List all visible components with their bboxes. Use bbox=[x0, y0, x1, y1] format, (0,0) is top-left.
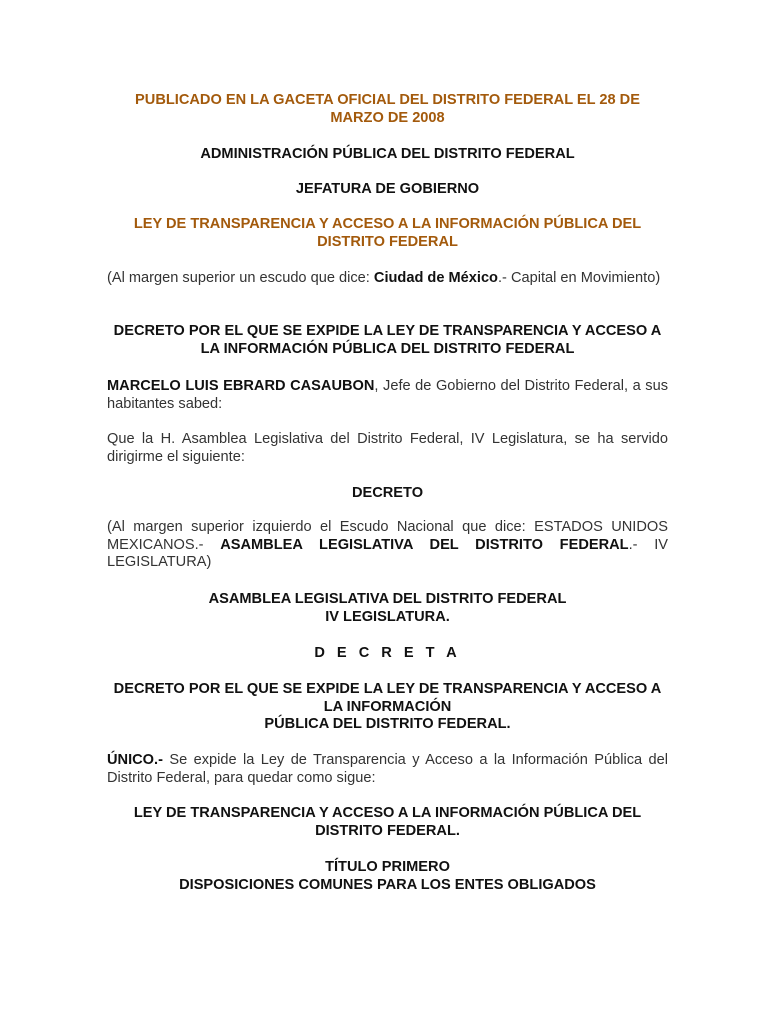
signatory-paragraph bbox=[107, 378, 668, 413]
title-section bbox=[107, 859, 668, 894]
assembly-paragraph: Que la H. Asamblea Legislativa del Distrito Federal, IV Legislatura, se ha servido dirigirme el siguiente: bbox=[107, 431, 668, 465]
assembly-heading-line2: IV LEGISLATURA. bbox=[325, 608, 450, 625]
unico-label: ÚNICO.- bbox=[107, 752, 163, 768]
unico-text: Se expide la Ley de Transparencia y Acceso a la Información Pública del Distrito Federal, para quedar como sigue: bbox=[107, 752, 668, 786]
decree-heading-2-line2: PÚBLICA DEL DISTRITO FEDERAL. bbox=[264, 716, 511, 733]
law-title-heading: LEY DE TRANSPARENCIA Y ACCESO A LA INFORMACIÓN PÚBLICA DEL DISTRITO FEDERAL bbox=[133, 216, 642, 250]
national-shield-prefix: (Al margen superior izquierdo el Escudo Nacional que dice: ESTADOS UNIDOS MEXICANOS.- bbox=[107, 519, 668, 553]
signatory-name: MARCELO LUIS EBRARD CASAUBON bbox=[107, 378, 375, 394]
national-shield-note bbox=[107, 519, 668, 572]
title-section-line2: DISPOSICIONES COMUNES PARA LOS ENTES OBLIGADOS bbox=[179, 876, 596, 893]
title-section-line1: TÍTULO PRIMERO bbox=[325, 859, 450, 875]
assembly-heading bbox=[107, 591, 668, 626]
national-shield-suffix: .- IV LEGISLATURA) bbox=[107, 536, 669, 571]
publication-heading: PUBLICADO EN LA GACETA OFICIAL DEL DISTRITO FEDERAL EL 28 DE MARZO DE 2008 bbox=[135, 92, 640, 126]
unico-paragraph bbox=[107, 752, 668, 787]
decreta-label: D E C R E T A bbox=[314, 645, 461, 661]
decree-heading-2-line1: DECRETO POR EL QUE SE EXPIDE LA LEY DE TRANSPARENCIA Y ACCESO A LA INFORMACIÓN bbox=[113, 681, 662, 715]
decreto-label: DECRETO bbox=[351, 485, 424, 501]
shield-note-suffix: .- Capital en Movimiento) bbox=[497, 270, 661, 286]
shield-note-prefix: (Al margen superior un escudo que dice: bbox=[107, 270, 374, 286]
administration-heading: ADMINISTRACIÓN PÚBLICA DEL DISTRITO FEDERAL bbox=[200, 146, 575, 162]
jefatura-heading: JEFATURA DE GOBIERNO bbox=[295, 181, 480, 197]
law-heading: LEY DE TRANSPARENCIA Y ACCESO A LA INFORMACIÓN PÚBLICA DEL DISTRITO FEDERAL. bbox=[133, 805, 642, 839]
decree-heading: DECRETO POR EL QUE SE EXPIDE LA LEY DE TRANSPARENCIA Y ACCESO A LA INFORMACIÓN PÚBLICA DEL DISTRITO FEDERAL bbox=[113, 323, 662, 357]
assembly-heading-line1: ASAMBLEA LEGISLATIVA DEL DISTRITO FEDERAL bbox=[208, 591, 567, 607]
decree-heading-2 bbox=[107, 681, 668, 734]
shield-note-bold: Ciudad de México bbox=[373, 270, 498, 286]
shield-note bbox=[107, 270, 668, 288]
signatory-rest: , Jefe de Gobierno del Distrito Federal, a sus habitantes sabed: bbox=[107, 378, 668, 412]
national-shield-bold: ASAMBLEA LEGISLATIVA DEL DISTRITO FEDERAL bbox=[220, 536, 629, 553]
